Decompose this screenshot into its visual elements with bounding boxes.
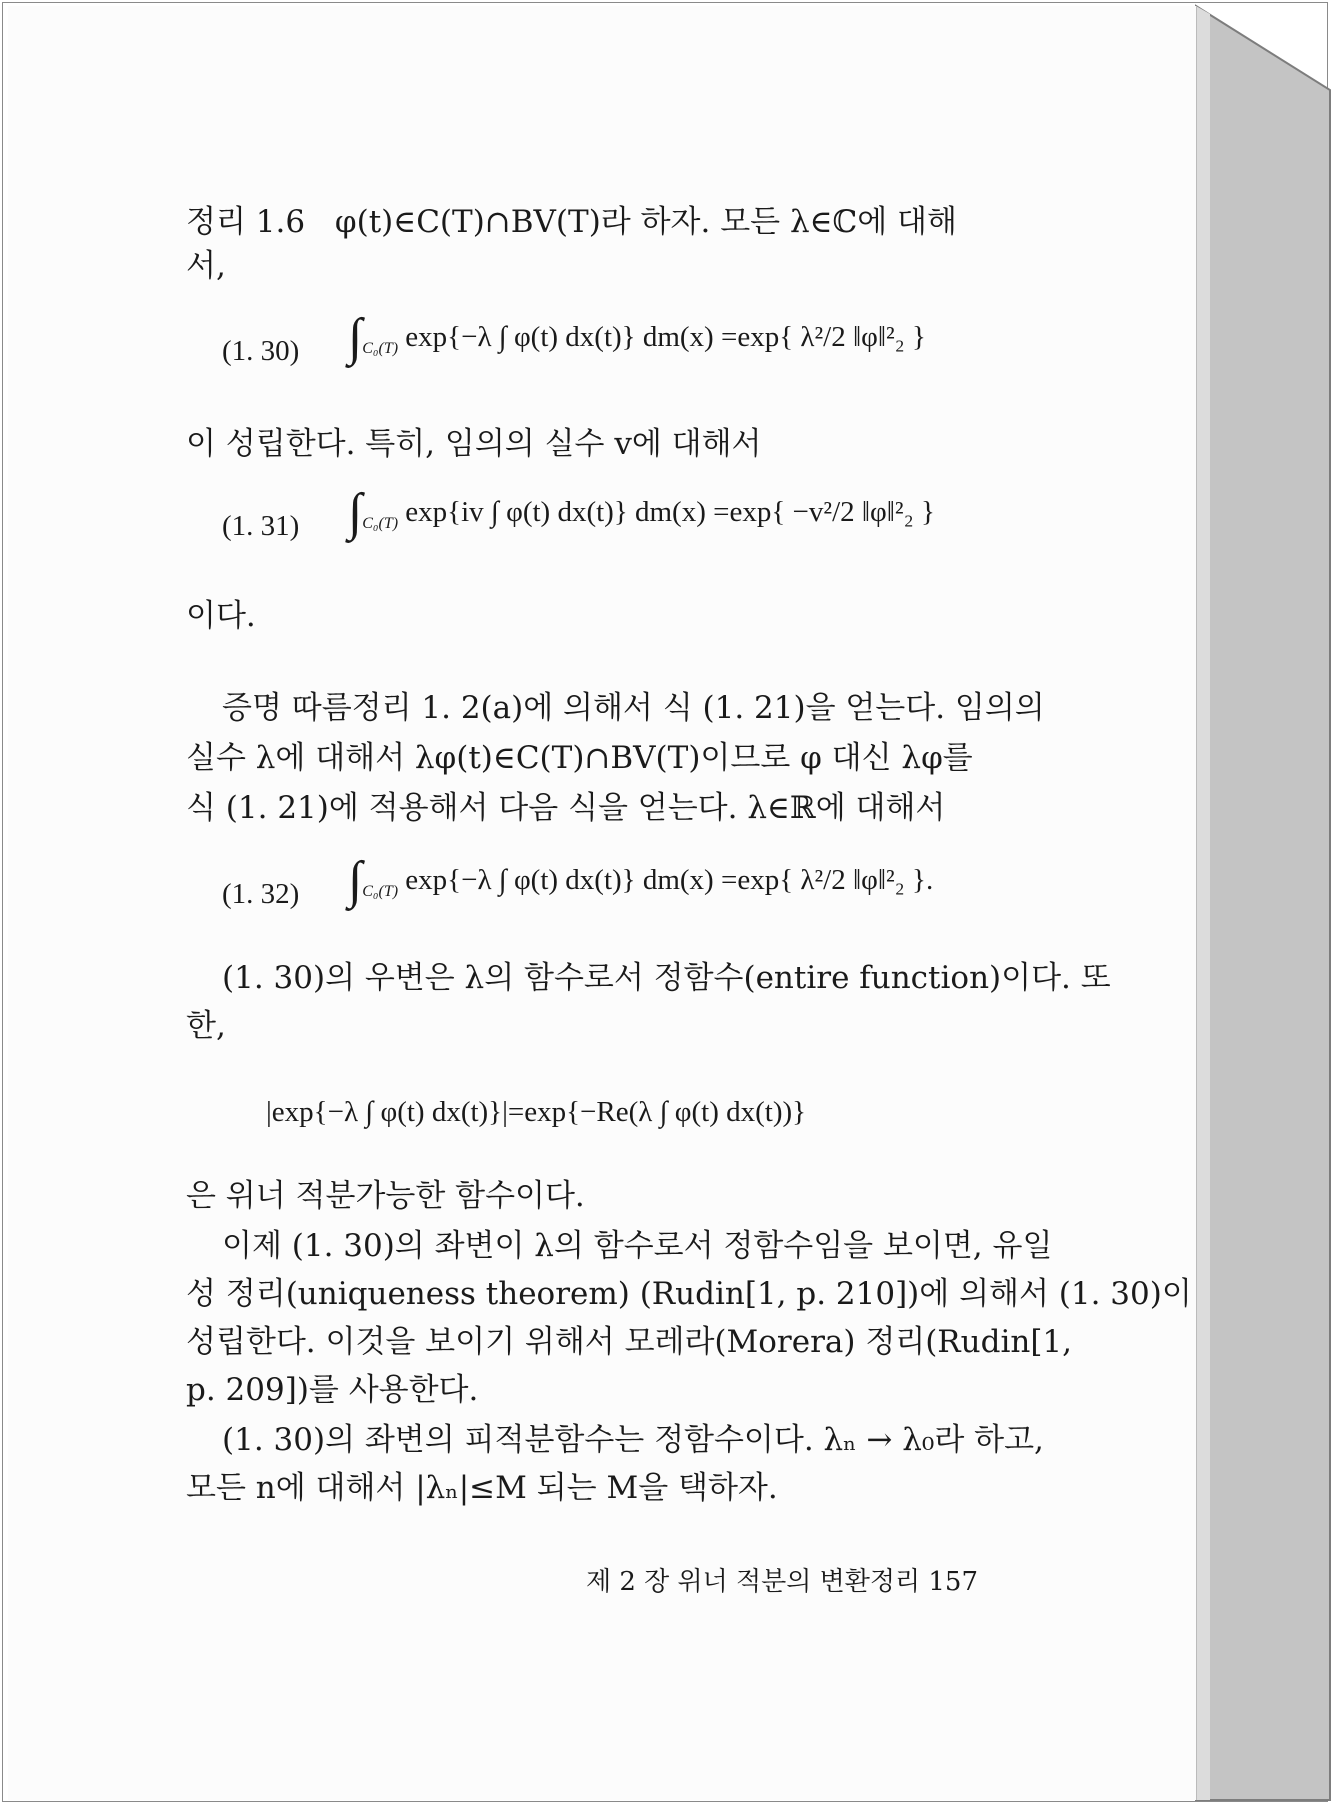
paragraph-line: p. 209])를 사용한다.: [186, 1372, 479, 1408]
paragraph-line: 성 정리(uniqueness theorem) (Rudin[1, p. 210])에 의해서 (1. 30)이: [186, 1276, 1192, 1312]
theorem-label: 정리 1.6: [186, 204, 306, 240]
equation-lhs: exp{iv ∫ φ(t) dx(t)} dm(x): [405, 496, 706, 528]
page-footer: 제 2 장 위너 적분의 변환정리 157: [585, 1567, 978, 1597]
paragraph-line: 이제 (1. 30)의 좌변이 λ의 함수로서 정함수임을 보이면, 유일: [222, 1228, 1053, 1264]
equation-number: (1. 30): [222, 335, 300, 367]
text-line: 이 성립한다. 특히, 임의의 실수 v에 대해서: [186, 426, 762, 462]
equation-rhs: =exp{ λ²/2 ‖φ‖²₂ }: [720, 321, 926, 353]
equation-rhs: =exp{ −v²/2 ‖φ‖²₂ }: [713, 496, 935, 528]
equation-absolute-value: |exp{−λ ∫ φ(t) dx(t)}|=exp{−Re(λ ∫ φ(t) dx(t))}: [266, 1096, 807, 1128]
theorem-continuation: 서,: [186, 248, 226, 284]
equation-number: (1. 32): [222, 878, 300, 910]
equation-body: $\int_{C_0(T)}$ exp{−λ ∫ φ(t) dx(t)} dm(x) =exp{ λ²/2 ‖φ‖²₂ }.: [348, 852, 934, 909]
paragraph-line: (1. 30)의 우변은 λ의 함수로서 정함수(entire function)이다. 또: [222, 960, 1111, 996]
paragraph-line: 한,: [186, 1008, 226, 1044]
theorem-condition: φ(t)∈C(T)∩BV(T)라 하자. 모든 λ∈ℂ에 대해: [334, 204, 957, 240]
equation-lhs: exp{−λ ∫ φ(t) dx(t)} dm(x): [405, 321, 714, 353]
text-line: 이다.: [186, 598, 256, 634]
equation-rhs: =exp{ λ²/2 ‖φ‖²₂ }.: [720, 864, 934, 896]
paragraph-line: (1. 30)의 좌변의 피적분함수는 정함수이다. λₙ → λ₀라 하고,: [222, 1422, 1044, 1458]
theorem-heading: [186, 202, 957, 242]
equation-number: (1. 31): [222, 510, 300, 542]
equation-lhs: exp{−λ ∫ φ(t) dx(t)} dm(x): [405, 864, 714, 896]
paragraph-line: 모든 n에 대해서 |λₙ|≤M 되는 M을 택하자.: [186, 1470, 778, 1506]
proof-line-1: 증명 따름정리 1. 2(a)에 의해서 식 (1. 21)을 얻는다. 임의의: [222, 690, 1045, 726]
equation-body: $\int_{C_0(T)}$ exp{−λ ∫ φ(t) dx(t)} dm(x) =exp{ λ²/2 ‖φ‖²₂ }: [348, 309, 926, 366]
proof-line-2: 실수 λ에 대해서 λφ(t)∈C(T)∩BV(T)이므로 φ 대신 λφ를: [186, 740, 973, 776]
equation-body: $\int_{C_0(T)}$ exp{iv ∫ φ(t) dx(t)} dm(x) =exp{ −v²/2 ‖φ‖²₂ }: [348, 484, 935, 541]
book-page: [8, 6, 1197, 1800]
paragraph-line: 성립한다. 이것을 보이기 위해서 모레라(Morera) 정리(Rudin[1,: [186, 1324, 1073, 1360]
proof-line-3: 식 (1. 21)에 적용해서 다음 식을 얻는다. λ∈ℝ에 대해서: [186, 790, 946, 826]
paragraph-line: 은 위너 적분가능한 함수이다.: [186, 1178, 585, 1214]
